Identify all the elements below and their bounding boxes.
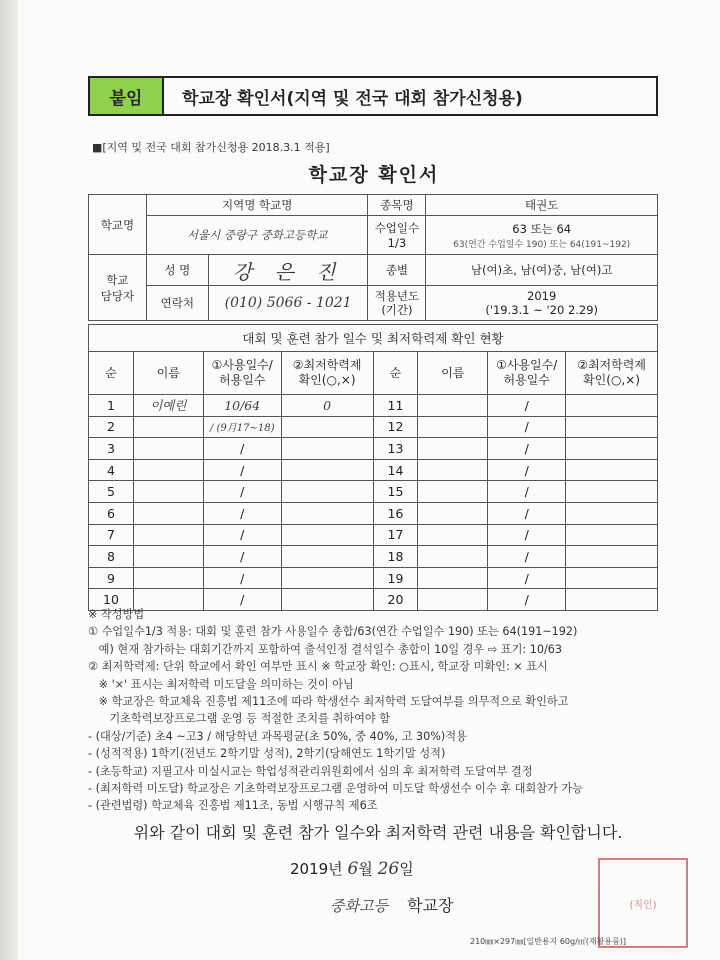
col-header-days: ①사용일수/ 허용일수 bbox=[203, 352, 281, 395]
row-check bbox=[281, 524, 373, 546]
signature-line bbox=[330, 893, 453, 916]
top-note: ■[지역 및 전국 대회 참가신청용 2018.3.1 적용] bbox=[92, 141, 330, 154]
event-label: 종목명 bbox=[368, 195, 426, 216]
official-seal: (직인) bbox=[598, 858, 688, 948]
row-check: 0 bbox=[281, 395, 373, 417]
row-name-2 bbox=[418, 481, 488, 503]
row-used-days: / bbox=[203, 438, 281, 460]
document-title: 학교장 확인서 bbox=[308, 164, 440, 186]
row-number: 10 bbox=[89, 589, 134, 611]
row-used-days: / bbox=[203, 524, 281, 546]
instruction-line: - (최저학력 미도달) 학교장은 기초학력보장프로그램 운영하여 미도달 학생선수 이수 후 대회참가 가능 bbox=[88, 782, 583, 796]
header-title: 학교장 확인서(지역 및 전국 대회 참가신청용) bbox=[182, 88, 523, 109]
row-used-days-2: / bbox=[488, 459, 566, 481]
attend-label: 수업일수 bbox=[374, 221, 420, 235]
col-header-no: 순 bbox=[89, 352, 134, 395]
row-number: 1 bbox=[89, 395, 134, 417]
row-name bbox=[133, 438, 203, 460]
row-check-2 bbox=[566, 416, 658, 438]
table-row bbox=[89, 438, 658, 460]
row-name bbox=[133, 524, 203, 546]
row-used-days-2: / bbox=[488, 524, 566, 546]
instructions-heading: ※ 작성방법 bbox=[88, 608, 145, 621]
row-number-2: 14 bbox=[373, 459, 418, 481]
col-header-no-2: 순 bbox=[373, 352, 418, 395]
row-name: 이예린 bbox=[133, 395, 203, 417]
row-number-2: 17 bbox=[373, 524, 418, 546]
row-check-2 bbox=[566, 395, 658, 417]
instruction-line: - (대상/기준) 초4 ~고3 / 해당학년 과목평균(초 50%, 중 40%, 고 30%)적용 bbox=[88, 729, 467, 743]
date-line bbox=[290, 858, 414, 879]
table-row bbox=[89, 395, 658, 417]
row-number-2: 18 bbox=[373, 546, 418, 568]
row-used-days: / bbox=[203, 481, 281, 503]
row-check bbox=[281, 416, 373, 438]
row-used-days-2: / bbox=[488, 589, 566, 611]
year-value: 2019 bbox=[527, 289, 557, 303]
row-name-2 bbox=[418, 546, 488, 568]
row-used-days-2: / bbox=[488, 546, 566, 568]
row-used-days: / bbox=[203, 567, 281, 589]
row-number-2: 19 bbox=[373, 567, 418, 589]
table-row bbox=[89, 502, 658, 524]
row-name-2 bbox=[418, 524, 488, 546]
attend-value-detail: 63(연간 수업일수 190) 또는 64(191~192) bbox=[453, 239, 631, 250]
row-number: 2 bbox=[89, 416, 134, 438]
attachment-tag: 붙임 bbox=[90, 78, 164, 114]
instruction-line: - (성적적용) 1학기(전년도 2학기말 성적), 2학기(당해연도 1학기말 성적) bbox=[88, 747, 446, 761]
paper-spec-note: 210㎜×297㎜[일반용지 60g/㎡(재활용품)] bbox=[470, 937, 627, 946]
instruction-line: - (초등학교) 지필고사 미실시교는 학업성적관리위원회에서 심의 후 최저학력 도달여부 결정 bbox=[88, 764, 533, 778]
attend-label-cell bbox=[368, 216, 426, 255]
row-number: 7 bbox=[89, 524, 134, 546]
school-value: 서울시 중랑구 중화고등학교 bbox=[146, 216, 368, 255]
row-number-2: 16 bbox=[373, 502, 418, 524]
row-check-2 bbox=[566, 524, 658, 546]
table-row bbox=[89, 416, 658, 438]
row-name bbox=[133, 481, 203, 503]
attend-sub-label: 1/3 bbox=[387, 236, 407, 250]
row-name-2 bbox=[418, 438, 488, 460]
row-name-2 bbox=[418, 416, 488, 438]
attend-value-cell bbox=[426, 216, 658, 255]
row-check bbox=[281, 459, 373, 481]
sign-title: 학교장 bbox=[407, 896, 454, 915]
row-number-2: 12 bbox=[373, 416, 418, 438]
table-row bbox=[89, 524, 658, 546]
section-title: 대회 및 훈련 참가 일수 및 최저학력제 확인 현황 bbox=[89, 325, 658, 352]
row-name bbox=[133, 546, 203, 568]
instruction-line: - (관련법령) 학교체육 진흥법 제11조, 동법 시행규칙 제6조 bbox=[88, 799, 378, 813]
instruction-line: ① 수업일수1/3 적용: 대회 및 훈련 참가 사용일수 총합/63(연간 수업일수 190) 또는 64(191~192) bbox=[88, 625, 578, 639]
header-box bbox=[88, 76, 658, 116]
row-check bbox=[281, 438, 373, 460]
instruction-line: 기초학력보장프로그램 운영 등 적절한 조치를 취하여야 함 bbox=[88, 712, 391, 726]
gender-label: 종별 bbox=[368, 255, 426, 286]
row-name bbox=[133, 567, 203, 589]
row-name-2 bbox=[418, 459, 488, 481]
attend-value: 63 또는 64 bbox=[512, 221, 572, 236]
table-row bbox=[89, 481, 658, 503]
row-name-2 bbox=[418, 567, 488, 589]
school-sub-label: 지역명 학교명 bbox=[146, 195, 368, 216]
row-check-2 bbox=[566, 567, 658, 589]
row-number: 6 bbox=[89, 502, 134, 524]
row-number: 3 bbox=[89, 438, 134, 460]
instruction-line: ※ 학교장은 학교체육 진흥법 제11조에 따라 학생선수 최저학력 도달여부를 의무적으로 확인하고 bbox=[88, 695, 569, 709]
col-header-check-2: ②최저학력제 확인(○,×) bbox=[566, 352, 658, 395]
gender-value: 남(여)초, 남(여)중, 남(여)고 bbox=[426, 255, 658, 286]
confirmation-statement: 위와 같이 대회 및 훈련 참가 일수와 최저학력 관련 내용을 확인합니다. bbox=[133, 823, 623, 842]
row-number-2: 15 bbox=[373, 481, 418, 503]
date-day: 26 bbox=[377, 859, 400, 879]
year-value-cell bbox=[426, 286, 658, 321]
date-year: 2019년 bbox=[290, 860, 343, 878]
instruction-line: 예) 현재 참가하는 대회기간까지 포함하여 출석인정 결석일수 총합이 10일 경우 ⇨ 표기: 10/63 bbox=[88, 642, 562, 656]
col-header-days-2: ①사용일수/ 허용일수 bbox=[488, 352, 566, 395]
row-check-2 bbox=[566, 502, 658, 524]
row-used-days-2: / bbox=[488, 481, 566, 503]
col-header-name: 이름 bbox=[133, 352, 203, 395]
row-used-days: / bbox=[203, 589, 281, 611]
row-used-days-2: / bbox=[488, 416, 566, 438]
row-check bbox=[281, 481, 373, 503]
row-name-2 bbox=[418, 502, 488, 524]
row-used-days-2: / bbox=[488, 502, 566, 524]
table-row bbox=[89, 567, 658, 589]
row-number-2: 11 bbox=[373, 395, 418, 417]
row-used-days: 10/64 bbox=[203, 395, 281, 417]
date-month: 6 bbox=[347, 859, 359, 879]
event-value: 태권도 bbox=[426, 195, 658, 216]
date-month-unit: 월 bbox=[358, 860, 373, 878]
col-header-check: ②최저학력제 확인(○,×) bbox=[281, 352, 373, 395]
row-name bbox=[133, 459, 203, 481]
name-value: 강 은 진 bbox=[208, 255, 368, 286]
contact-value: (010) 5066 - 1021 bbox=[208, 286, 368, 321]
instruction-line: ② 최저학력제: 단위 학교에서 확인 여부만 표시 ※ 학교장 확인: ○표시, 학교장 미확인: × 표시 bbox=[88, 660, 548, 674]
row-number: 5 bbox=[89, 481, 134, 503]
info-table bbox=[88, 194, 658, 321]
row-used-days: / bbox=[203, 502, 281, 524]
background-paper-edge bbox=[0, 0, 18, 960]
school-label: 학교명 bbox=[89, 195, 147, 255]
instructions bbox=[88, 606, 688, 815]
row-number-2: 20 bbox=[373, 589, 418, 611]
row-used-days-2: / bbox=[488, 438, 566, 460]
instruction-line: ※ '×' 표시는 최저학력 미도달을 의미하는 것이 아님 bbox=[88, 677, 354, 691]
table-row bbox=[89, 546, 658, 568]
row-used-days: / bbox=[203, 459, 281, 481]
row-name bbox=[133, 416, 203, 438]
row-check bbox=[281, 567, 373, 589]
row-number: 8 bbox=[89, 546, 134, 568]
row-check-2 bbox=[566, 459, 658, 481]
row-check-2 bbox=[566, 546, 658, 568]
year-label: 적용년도 (기간) bbox=[368, 286, 426, 321]
row-used-days-2: / bbox=[488, 395, 566, 417]
row-number: 9 bbox=[89, 567, 134, 589]
name-label: 성 명 bbox=[146, 255, 208, 286]
table-body bbox=[89, 395, 658, 611]
row-check bbox=[281, 546, 373, 568]
row-check-2 bbox=[566, 481, 658, 503]
col-header-name-2: 이름 bbox=[418, 352, 488, 395]
contact-label: 연락처 bbox=[146, 286, 208, 321]
staff-label: 학교 담당자 bbox=[89, 255, 147, 321]
row-used-days: / (9月17~18) bbox=[203, 416, 281, 438]
row-number-2: 13 bbox=[373, 438, 418, 460]
row-name-2 bbox=[418, 395, 488, 417]
row-used-days-2: / bbox=[488, 567, 566, 589]
sign-school: 중화고등 bbox=[330, 897, 388, 915]
row-number: 4 bbox=[89, 459, 134, 481]
date-day-unit: 일 bbox=[399, 860, 414, 878]
year-period: ('19.3.1 ~ '20 2.29) bbox=[485, 303, 599, 317]
row-check-2 bbox=[566, 438, 658, 460]
table-row bbox=[89, 459, 658, 481]
row-used-days: / bbox=[203, 546, 281, 568]
row-check bbox=[281, 502, 373, 524]
row-name bbox=[133, 502, 203, 524]
participation-table bbox=[88, 324, 658, 611]
